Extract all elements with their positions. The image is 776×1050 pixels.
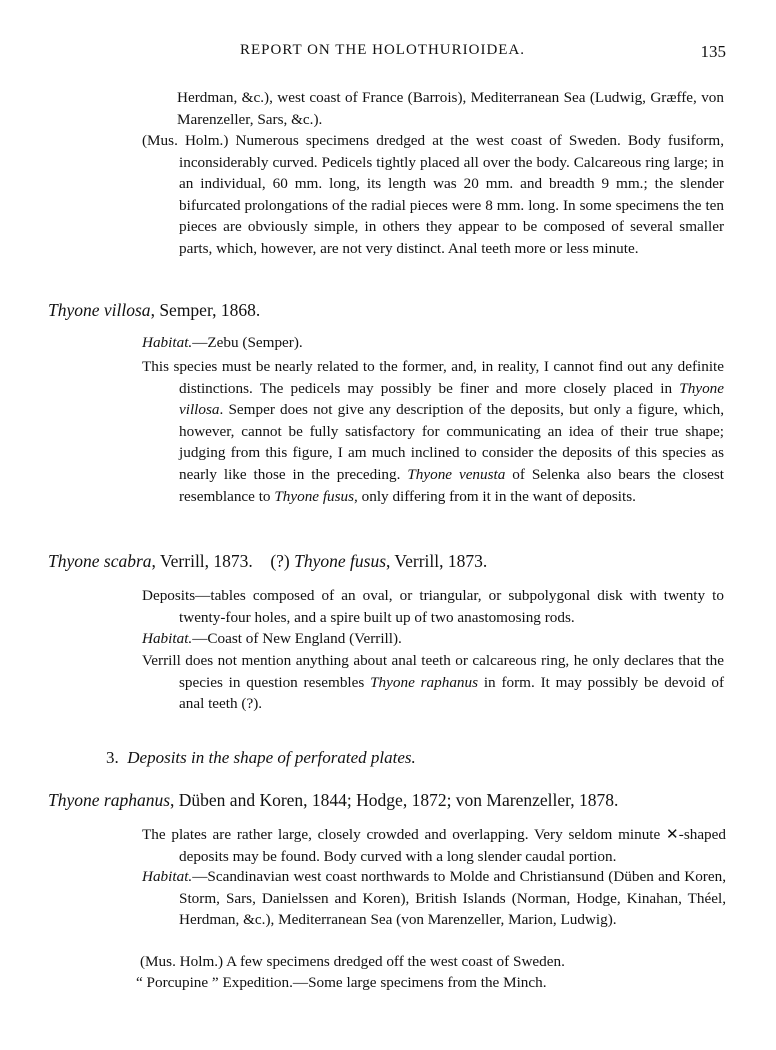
text-run: of Selenka also bears the closest resemblance to — [179, 465, 724, 505]
species-heading-scabra — [48, 551, 487, 572]
species-heading-raphanus — [48, 790, 618, 811]
museum-holm-paragraph: (Mus. Holm.) Numerous specimens dredged at the west coast of Sweden. Body fusiform, inconsiderably curved. Pedicels tightly placed all over the body. Calcareous ring large; in an individual, 60 mm. long, its length was 20 mm. and breadth 9 mm.; the slender bifurcated prolongations of the radial pieces were 8 mm. long. In some specimens the ten pieces are obviously simple, in others they appear to be composed of several smaller parts, which, however, are not very distinct. Anal teeth more or less minute. — [142, 132, 724, 257]
species-authority: , Verrill, 1873. — [151, 551, 253, 571]
text-run: in form. It may possibly be devoid of anal teeth (?). — [179, 673, 725, 713]
scabra-deposits: Deposits—tables composed of an oval, or triangular, or subpolygonal disk with twenty to twenty-four holes, and a spire built up of two anastomosing rods. — [142, 587, 724, 626]
text-run: . Semper does not give any description of the deposits, but only a figure, which, however, cannot be fully satisfactory for communicating an idea of their true shape; judging from this figure, I am much inclined to consider the deposits of this species as nearly like those in the preceding. — [179, 401, 724, 483]
section-title: Deposits in the shape of perforated plates. — [127, 748, 416, 767]
alt-authority: , Verrill, 1873. — [386, 551, 488, 571]
text-run: This species must be nearly related to the former, and, in reality, I cannot find out any definite distinctions. The pedicels may possibly be finer and more closely placed in — [142, 358, 724, 397]
species-name: Thyone raphanus — [48, 790, 171, 810]
continuation-paragraph: Herdman, &c.), west coast of France (Barrois), Mediterranean Sea (Ludwig, Græffe, von Marenzeller, Sars, &c.). — [177, 89, 724, 128]
text-run: , only differing from it in the want of deposits. — [354, 487, 636, 505]
species-ref: Thyone venusta — [407, 465, 506, 483]
species-authority: , Düben and Koren, 1844; Hodge, 1872; von Marenzeller, 1878. — [170, 790, 619, 810]
porcupine-line: “ Porcupine ” Expedition.—Some large specimens from the Minch. — [136, 974, 547, 991]
species-heading-villosa — [48, 300, 260, 321]
museum-holm-line: (Mus. Holm.) A few specimens dredged off the west coast of Sweden. — [140, 953, 565, 970]
section-number: 3. — [106, 748, 119, 767]
scabra-verrill — [142, 650, 724, 715]
species-authority: , Semper, 1868. — [150, 300, 261, 320]
habitat-label: Habitat. — [142, 630, 193, 647]
species-name: Thyone villosa — [48, 300, 151, 320]
habitat-text: —Scandinavian west coast northwards to Molde and Christiansund (Düben and Koren, Storm, Sars, Danielssen and Koren), British Islands (Norman, Hodge, Kinahan, Théel, Herdman, &c.), Mediterranean Sea (von Marenzeller, Marion, Ludwig). — [179, 868, 726, 929]
alt-species-name: Thyone fusus — [294, 551, 386, 571]
habitat-label: Habitat. — [142, 868, 193, 885]
species-ref: Thyone fusus — [274, 487, 355, 505]
species-name: Thyone scabra — [48, 551, 152, 571]
running-title: REPORT ON THE HOLOTHURIOIDEA. — [240, 42, 526, 58]
raphanus-plates: The plates are rather large, closely crowded and overlapping. Very seldom minute ✕-shaped deposits may be found. Body curved with a long slender caudal portion. — [142, 826, 726, 865]
habitat-text: —Zebu (Semper). — [192, 334, 303, 351]
habitat-text: —Coast of New England (Verrill). — [192, 630, 402, 647]
habitat-label: Habitat. — [142, 334, 193, 351]
species-ref: Thyone raphanus — [370, 673, 479, 691]
species-ref: Thyone villosa — [179, 379, 724, 419]
page-number: 135 — [700, 42, 726, 61]
habitat-paragraph — [142, 866, 726, 931]
text-run: Verrill does not mention anything about anal teeth or calcareous ring, he only declares that the species in question resembles — [142, 652, 724, 691]
section-heading — [106, 748, 416, 768]
habitat-line — [142, 332, 724, 354]
habitat-line — [142, 628, 724, 650]
alt-prefix: (?) — [270, 551, 290, 571]
villosa-description — [142, 356, 724, 507]
